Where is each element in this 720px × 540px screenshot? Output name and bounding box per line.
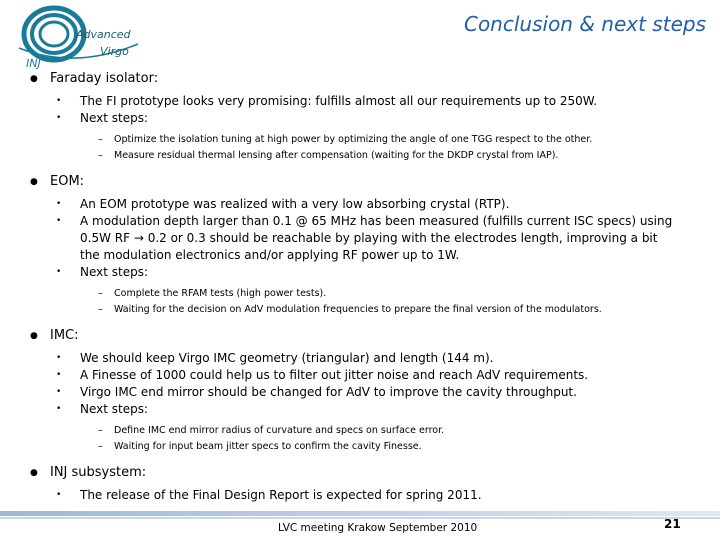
sub-item: Optimize the isolation tuning at high power by optimizing the angle of one TGG respect to the other. xyxy=(114,134,593,145)
bullet-icon: • xyxy=(56,96,62,106)
bullet-icon: ● xyxy=(30,177,38,187)
footer-divider xyxy=(0,511,720,516)
list-item: The FI prototype looks very promising: fulfills almost all our requirements up to 250W. xyxy=(80,94,598,108)
section-heading: Faraday isolator: xyxy=(50,71,159,86)
bullet-icon: ● xyxy=(30,468,38,478)
bullet-icon: • xyxy=(56,370,62,380)
list-item: Virgo IMC end mirror should be changed for AdV to improve the cavity throughput. xyxy=(80,385,577,399)
bullet-icon: • xyxy=(56,353,62,363)
bullet-icon: • xyxy=(56,267,62,277)
sub-item: Measure residual thermal lensing after compensation (waiting for the DKDP crystal from IAP). xyxy=(114,150,559,161)
list-item: Next steps: xyxy=(80,111,149,125)
section-faraday-isolator xyxy=(30,70,710,164)
list-item: Next steps: xyxy=(80,402,149,416)
bullet-icon: • xyxy=(56,490,62,500)
advanced-virgo-logo xyxy=(14,4,144,72)
section-inj-subsystem xyxy=(30,464,710,504)
logo-inj-label: INJ xyxy=(26,57,41,70)
section-heading: IMC: xyxy=(50,328,79,343)
bullet-icon: ● xyxy=(30,74,38,84)
footer-divider-thin xyxy=(0,517,720,519)
dash-icon: – xyxy=(98,441,103,452)
bullet-icon: • xyxy=(56,404,62,414)
bullet-icon: ● xyxy=(30,331,38,341)
slide-title: Conclusion & next steps xyxy=(463,12,706,36)
list-item: We should keep Virgo IMC geometry (triangular) and length (144 m). xyxy=(80,351,494,365)
bullet-icon: • xyxy=(56,216,62,226)
bullet-icon: • xyxy=(56,199,62,209)
section-eom xyxy=(30,173,710,318)
dash-icon: – xyxy=(98,150,103,161)
page-number: 21 xyxy=(664,517,681,531)
logo-text-virgo: Virgo xyxy=(100,45,129,58)
logo-text-advanced: Advanced xyxy=(76,28,131,41)
section-imc xyxy=(30,327,710,455)
dash-icon: – xyxy=(98,288,103,299)
sub-item: Complete the RFAM tests (high power tests). xyxy=(114,288,327,299)
section-heading: EOM: xyxy=(50,174,85,189)
bullet-icon: • xyxy=(56,387,62,397)
footer-text: LVC meeting Krakow September 2010 xyxy=(278,522,478,534)
dash-icon: – xyxy=(98,304,103,315)
sub-item: Waiting for the decision on AdV modulation frequencies to prepare the final version of the modulators. xyxy=(114,304,602,315)
slide-content xyxy=(30,70,710,504)
list-item: A Finesse of 1000 could help us to filter out jitter noise and reach AdV requirements. xyxy=(80,368,589,382)
sub-item: Waiting for input beam jitter specs to confirm the cavity Finesse. xyxy=(114,441,422,452)
list-item: A modulation depth larger than 0.1 @ 65 MHz has been measured (fulfills current ISC specs) using 0.5W RF → 0.2 or 0.3 should be reachable by playing with the electrodes length, improving a bit the modulation electronics and/or applying RF power up to 1W. xyxy=(80,214,673,262)
bullet-icon: • xyxy=(56,113,62,123)
list-item: An EOM prototype was realized with a very low absorbing crystal (RTP). xyxy=(80,197,510,211)
dash-icon: – xyxy=(98,134,103,145)
section-heading: INJ subsystem: xyxy=(50,465,147,480)
list-item: The release of the Final Design Report is expected for spring 2011. xyxy=(80,488,482,502)
dash-icon: – xyxy=(98,425,103,436)
sub-item: Define IMC end mirror radius of curvature and specs on surface error. xyxy=(114,425,445,436)
list-item: Next steps: xyxy=(80,265,149,279)
